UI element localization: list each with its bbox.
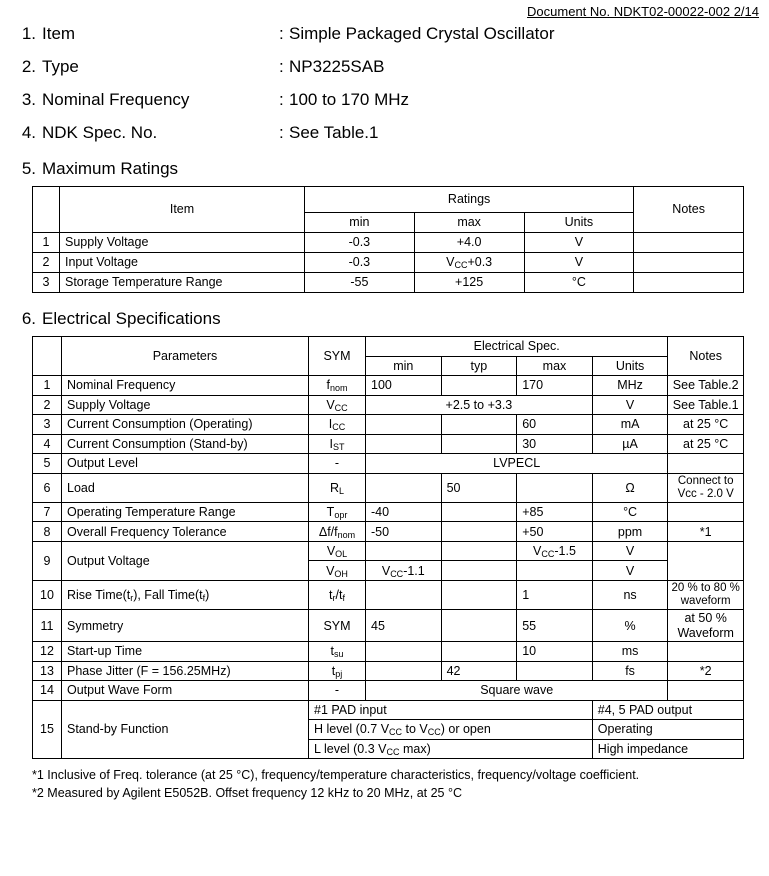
row-units: V bbox=[592, 395, 668, 415]
footnote-2: *2 Measured by Agilent E5052B. Offset frequency 12 kHz to 20 MHz, at 25 °C bbox=[32, 786, 462, 801]
section-number: 6. bbox=[21, 309, 36, 328]
row-parameter: Nominal Frequency bbox=[62, 376, 309, 396]
row-units: °C bbox=[524, 273, 634, 293]
row-typ bbox=[441, 502, 517, 522]
header-electrical-spec: Electrical Spec. bbox=[366, 337, 668, 357]
table-row bbox=[33, 610, 744, 642]
table-row bbox=[33, 273, 744, 293]
row-max: $V_{CC}-1.5$ bbox=[517, 541, 593, 561]
document-number: Document No. NDKT02-00022-002 2/14 bbox=[527, 4, 759, 19]
row-parameter: Phase Jitter (F = 156.25MHz) bbox=[62, 661, 309, 681]
row-typ bbox=[441, 561, 517, 581]
row-sym: $t_{su}$ bbox=[309, 642, 366, 662]
table-row bbox=[33, 580, 744, 609]
row-notes bbox=[668, 541, 744, 580]
row-index: 5 bbox=[33, 454, 62, 474]
table-row bbox=[33, 661, 744, 681]
row-index: 4 bbox=[33, 434, 62, 454]
row-max: +4.0 bbox=[414, 233, 524, 253]
section-heading-electrical-specifications bbox=[10, 309, 759, 329]
row-notes bbox=[668, 681, 744, 701]
maximum-ratings-table bbox=[32, 186, 744, 293]
row-parameter: Stand-by Function bbox=[62, 700, 309, 759]
row-min: $V_{CC}-1.1$ bbox=[366, 561, 442, 581]
item-label: Nominal Frequency bbox=[42, 90, 190, 109]
header-min: min bbox=[305, 213, 415, 233]
spec-item-2 bbox=[10, 57, 759, 77]
item-label: Type bbox=[42, 57, 79, 76]
row-typ: 42 bbox=[441, 661, 517, 681]
header-units: Units bbox=[524, 213, 634, 233]
table-header-row bbox=[33, 187, 744, 213]
header-index-cell bbox=[33, 187, 60, 233]
item-colon: : bbox=[279, 123, 284, 142]
row-sym: $f_{nom}$ bbox=[309, 376, 366, 396]
header-parameters: Parameters bbox=[62, 337, 309, 376]
row-index: 6 bbox=[33, 473, 62, 502]
header-max: max bbox=[414, 213, 524, 233]
row-units: mA bbox=[592, 415, 668, 435]
row-typ bbox=[441, 541, 517, 561]
standby-state: Operating bbox=[592, 720, 743, 740]
row-notes: at 50 % Waveform bbox=[668, 610, 744, 642]
row-units: ns bbox=[592, 580, 668, 609]
standby-condition: H level (0.7 $V_{CC}$ to $V_{CC}$) or open bbox=[309, 720, 593, 740]
row-sym: $V_{CC}$ bbox=[309, 395, 366, 415]
row-max: +50 bbox=[517, 522, 593, 542]
row-min bbox=[366, 473, 442, 502]
row-units: % bbox=[592, 610, 668, 642]
row-index: 13 bbox=[33, 661, 62, 681]
item-value: 100 to 170 MHz bbox=[289, 90, 410, 109]
row-units: V bbox=[524, 253, 634, 273]
header-item: Item bbox=[60, 187, 305, 233]
standby-pad-output: #4, 5 PAD output bbox=[592, 700, 743, 720]
row-parameter: Overall Frequency Tolerance bbox=[62, 522, 309, 542]
row-sym: $\Delta f/f_{nom}$ bbox=[309, 522, 366, 542]
row-sym: $t_{pj}$ bbox=[309, 661, 366, 681]
row-notes: 20 % to 80 % waveform bbox=[668, 580, 744, 609]
spec-item-1 bbox=[10, 24, 759, 44]
row-index: 12 bbox=[33, 642, 62, 662]
row-index: 2 bbox=[33, 395, 62, 415]
item-number: 2. bbox=[21, 57, 36, 76]
row-item: Storage Temperature Range bbox=[60, 273, 305, 293]
row-span-value: +2.5 to +3.3 bbox=[366, 395, 593, 415]
standby-condition: L level (0.3 $V_{CC}$ max) bbox=[309, 739, 593, 759]
row-sym: - bbox=[309, 454, 366, 474]
table-header-row bbox=[33, 337, 744, 357]
row-index: 11 bbox=[33, 610, 62, 642]
row-index: 8 bbox=[33, 522, 62, 542]
table-row bbox=[33, 454, 744, 474]
row-typ bbox=[441, 434, 517, 454]
section-heading-maximum-ratings bbox=[10, 159, 759, 179]
row-min bbox=[366, 434, 442, 454]
row-sym: $T_{opr}$ bbox=[309, 502, 366, 522]
row-parameter: Output Voltage bbox=[62, 541, 309, 580]
row-typ bbox=[441, 522, 517, 542]
header-typ: typ bbox=[441, 356, 517, 376]
item-value: Simple Packaged Crystal Oscillator bbox=[289, 24, 555, 43]
table-row bbox=[33, 522, 744, 542]
row-sym: SYM bbox=[309, 610, 366, 642]
row-span-value: LVPECL bbox=[366, 454, 668, 474]
row-units: ppm bbox=[592, 522, 668, 542]
row-index: 3 bbox=[33, 415, 62, 435]
row-parameter: Output Wave Form bbox=[62, 681, 309, 701]
row-units: °C bbox=[592, 502, 668, 522]
row-notes bbox=[634, 273, 744, 293]
row-typ bbox=[441, 610, 517, 642]
table-row bbox=[33, 253, 744, 273]
row-max: 170 bbox=[517, 376, 593, 396]
row-index: 1 bbox=[33, 233, 60, 253]
row-parameter: Rise $Time(t_r)$, Fall $Time(t_f)$ bbox=[62, 580, 309, 609]
header-max: max bbox=[517, 356, 593, 376]
row-index: 10 bbox=[33, 580, 62, 609]
item-value: NP3225SAB bbox=[289, 57, 385, 76]
header-notes: Notes bbox=[634, 187, 744, 233]
item-label: Item bbox=[42, 24, 76, 43]
electrical-specifications-table bbox=[32, 336, 744, 759]
row-units: V bbox=[592, 541, 668, 561]
row-max: 55 bbox=[517, 610, 593, 642]
row-max: +125 bbox=[414, 273, 524, 293]
row-min bbox=[366, 415, 442, 435]
row-index: 3 bbox=[33, 273, 60, 293]
row-span-value: Square wave bbox=[366, 681, 668, 701]
row-max: 60 bbox=[517, 415, 593, 435]
item-colon: : bbox=[279, 57, 284, 76]
item-number: 4. bbox=[21, 123, 36, 142]
row-min: -55 bbox=[305, 273, 415, 293]
row-item: Supply Voltage bbox=[60, 233, 305, 253]
row-notes bbox=[668, 454, 744, 474]
row-min: -40 bbox=[366, 502, 442, 522]
row-item: Input Voltage bbox=[60, 253, 305, 273]
header-min: min bbox=[366, 356, 442, 376]
row-min bbox=[366, 580, 442, 609]
row-notes: at 25 °C bbox=[668, 415, 744, 435]
item-number: 3. bbox=[21, 90, 36, 109]
table-row bbox=[33, 376, 744, 396]
row-parameter: Load bbox=[62, 473, 309, 502]
row-sym: $R_L$ bbox=[309, 473, 366, 502]
spec-item-4 bbox=[10, 123, 759, 143]
row-parameter: Supply Voltage bbox=[62, 395, 309, 415]
item-number: 1. bbox=[21, 24, 36, 43]
row-index: 1 bbox=[33, 376, 62, 396]
row-parameter: Start-up Time bbox=[62, 642, 309, 662]
row-max bbox=[517, 561, 593, 581]
row-sym: - bbox=[309, 681, 366, 701]
row-parameter: Output Level bbox=[62, 454, 309, 474]
row-notes: See Table.2 bbox=[668, 376, 744, 396]
spec-item-3 bbox=[10, 90, 759, 110]
header-index-cell bbox=[33, 337, 62, 376]
item-colon: : bbox=[279, 24, 284, 43]
table-row bbox=[33, 681, 744, 701]
row-min: 100 bbox=[366, 376, 442, 396]
row-sym: $V_{OL}$ bbox=[309, 541, 366, 561]
row-notes: Connect to Vcc - 2.0 V bbox=[668, 473, 744, 502]
standby-state: High impedance bbox=[592, 739, 743, 759]
row-typ: 50 bbox=[441, 473, 517, 502]
row-min: -0.3 bbox=[305, 233, 415, 253]
row-units: V bbox=[592, 561, 668, 581]
row-parameter: Current Consumption (Operating) bbox=[62, 415, 309, 435]
row-typ bbox=[441, 376, 517, 396]
row-parameter: Symmetry bbox=[62, 610, 309, 642]
row-max: +85 bbox=[517, 502, 593, 522]
row-sym: $t_r/t_f$ bbox=[309, 580, 366, 609]
table-row bbox=[33, 415, 744, 435]
row-notes bbox=[668, 502, 744, 522]
table-row bbox=[33, 541, 744, 561]
row-index: 14 bbox=[33, 681, 62, 701]
row-sym: $I_{CC}$ bbox=[309, 415, 366, 435]
table-row bbox=[33, 642, 744, 662]
row-notes: at 25 °C bbox=[668, 434, 744, 454]
row-units: fs bbox=[592, 661, 668, 681]
standby-header-row bbox=[33, 700, 744, 720]
item-colon: : bbox=[279, 90, 284, 109]
header-notes: Notes bbox=[668, 337, 744, 376]
row-notes: See Table.1 bbox=[668, 395, 744, 415]
row-max: 30 bbox=[517, 434, 593, 454]
standby-pad-input: #1 PAD input bbox=[309, 700, 593, 720]
row-index: 2 bbox=[33, 253, 60, 273]
row-units: µA bbox=[592, 434, 668, 454]
section-title: Maximum Ratings bbox=[42, 159, 179, 178]
document-content bbox=[10, 24, 759, 802]
row-notes bbox=[634, 233, 744, 253]
row-index: 9 bbox=[33, 541, 62, 580]
row-min bbox=[366, 642, 442, 662]
section-title: Electrical Specifications bbox=[42, 309, 221, 328]
row-min: 45 bbox=[366, 610, 442, 642]
row-notes bbox=[668, 642, 744, 662]
row-index: 15 bbox=[33, 700, 62, 759]
row-max bbox=[517, 473, 593, 502]
section-number: 5. bbox=[21, 159, 36, 178]
row-min bbox=[366, 541, 442, 561]
table-row bbox=[33, 434, 744, 454]
row-min bbox=[366, 661, 442, 681]
row-notes: *2 bbox=[668, 661, 744, 681]
row-units: V bbox=[524, 233, 634, 253]
table-row bbox=[33, 473, 744, 502]
row-typ bbox=[441, 642, 517, 662]
table-row bbox=[33, 502, 744, 522]
row-typ bbox=[441, 580, 517, 609]
footnote-1: *1 Inclusive of Freq. tolerance (at 25 °C), frequency/temperature characteristics, frequency/voltage coefficient. bbox=[32, 768, 640, 783]
row-notes bbox=[634, 253, 744, 273]
row-max bbox=[517, 661, 593, 681]
row-units: ms bbox=[592, 642, 668, 662]
row-max: 10 bbox=[517, 642, 593, 662]
row-units: Ω bbox=[592, 473, 668, 502]
header-sym: SYM bbox=[309, 337, 366, 376]
row-max: $V_{CC}+0.3$ bbox=[414, 253, 524, 273]
row-notes: *1 bbox=[668, 522, 744, 542]
row-units: MHz bbox=[592, 376, 668, 396]
table-row bbox=[33, 233, 744, 253]
row-sym: $I_{ST}$ bbox=[309, 434, 366, 454]
table-row bbox=[33, 395, 744, 415]
row-typ bbox=[441, 415, 517, 435]
item-label: NDK Spec. No. bbox=[42, 123, 158, 142]
row-min: -0.3 bbox=[305, 253, 415, 273]
header-ratings: Ratings bbox=[305, 187, 634, 213]
row-parameter: Operating Temperature Range bbox=[62, 502, 309, 522]
row-index: 7 bbox=[33, 502, 62, 522]
row-max: 1 bbox=[517, 580, 593, 609]
header-units: Units bbox=[592, 356, 668, 376]
footnotes bbox=[32, 766, 759, 802]
item-value: See Table.1 bbox=[289, 123, 379, 142]
row-parameter: Current Consumption (Stand-by) bbox=[62, 434, 309, 454]
row-min: -50 bbox=[366, 522, 442, 542]
row-sym: $V_{OH}$ bbox=[309, 561, 366, 581]
